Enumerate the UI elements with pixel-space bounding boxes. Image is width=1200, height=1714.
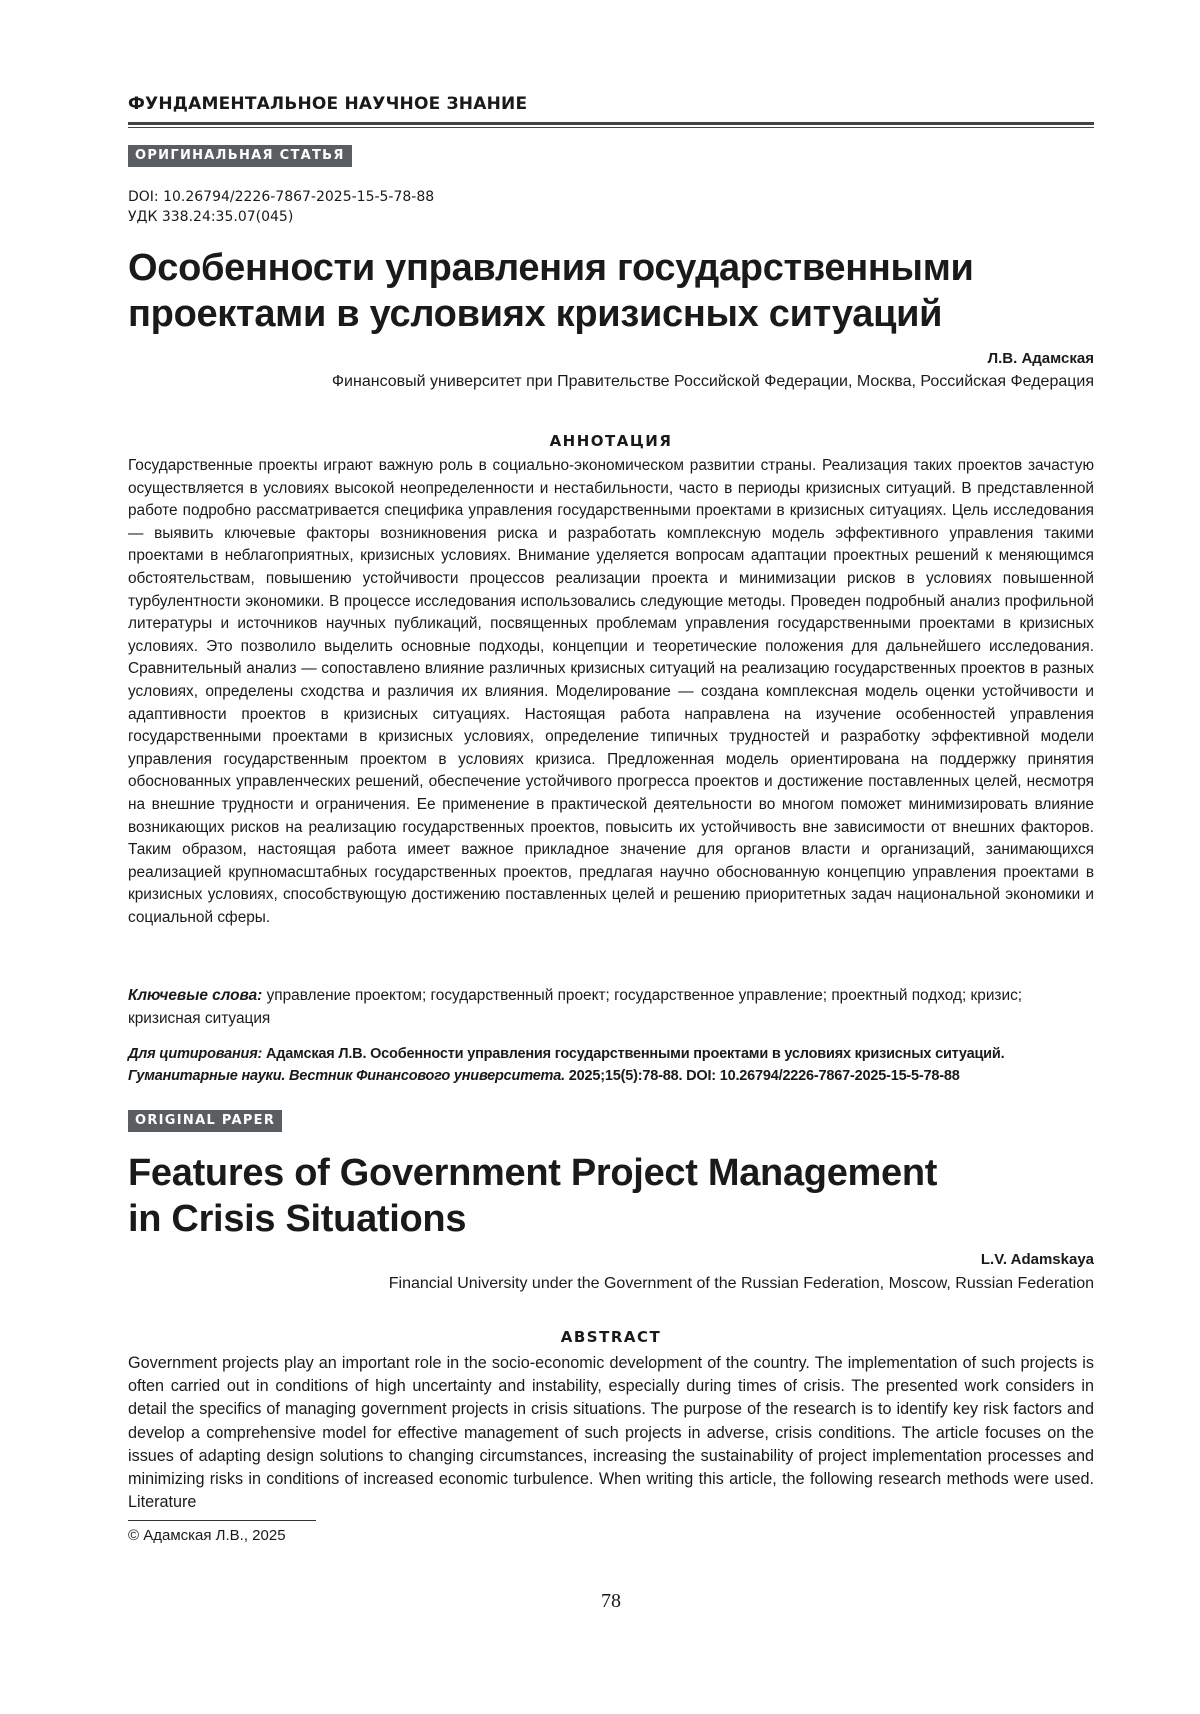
header-rule-thin: [128, 127, 1094, 128]
article-title-en: Features of Government Project Management in Crisis Situations: [128, 1150, 937, 1242]
footnote-rule: [128, 1520, 316, 1521]
author-en: L.V. Adamskaya: [981, 1251, 1094, 1268]
journal-section-header: ФУНДАМЕНТАЛЬНОЕ НАУЧНОЕ ЗНАНИЕ: [128, 94, 527, 114]
article-identifiers: [128, 187, 434, 227]
header-rule: [128, 122, 1094, 125]
citation-tail: 2025;15(5):78-88. DOI: 10.26794/2226-7867-2025-15-5-78-88: [569, 1068, 960, 1084]
citation: [128, 1043, 1094, 1087]
article-title-ru: Особенности управления государственными проектами в условиях кризисных ситуаций: [128, 245, 974, 337]
abstract-heading-ru: АННОТАЦИЯ: [128, 432, 1094, 450]
page-number: 78: [128, 1590, 1094, 1613]
doi: DOI: 10.26794/2226-7867-2025-15-5-78-88: [128, 187, 434, 207]
citation-journal: Гуманитарные науки. Вестник Финансового университета.: [128, 1068, 565, 1084]
abstract-text-en: Government projects play an important role in the socio-economic development of the country. The implementation of such projects is often carried out in conditions of high uncertainty and instability, especially during times of crisis. The presented work considers in detail the specifics of managing government projects in crisis situations. The purpose of the research is to identify key risk factors and develop a comprehensive model for effective management of such projects in adverse, crisis conditions. The article focuses on the issues of adapting design solutions to changing circumstances, increasing the sustainability of project implementation processes and minimizing risks in conditions of increased economic turbulence. When writing this article, the following research methods were used. Literature: [128, 1352, 1094, 1514]
article-type-tag-ru: ОРИГИНАЛЬНАЯ СТАТЬЯ: [128, 145, 352, 167]
author-ru: Л.В. Адамская: [988, 350, 1094, 367]
citation-label: Для цитирования:: [128, 1046, 262, 1062]
copyright: © Адамская Л.В., 2025: [128, 1527, 286, 1544]
citation-text: Адамская Л.В. Особенности управления государственными проектами в условиях кризисных ситуаций.: [266, 1046, 1004, 1062]
affiliation-en: Financial University under the Government of the Russian Federation, Moscow, Russian Federation: [389, 1275, 1094, 1293]
abstract-heading-en: ABSTRACT: [128, 1328, 1094, 1346]
keywords-label: Ключевые слова:: [128, 987, 262, 1004]
affiliation-ru: Финансовый университет при Правительстве Российской Федерации, Москва, Российская Федерация: [332, 373, 1094, 391]
keywords-list: управление проектом; государственный проект; государственное управление; проектный подход; кризис; кризисная ситуация: [128, 987, 1022, 1027]
udk: УДК 338.24:35.07(045): [128, 207, 434, 227]
article-type-tag-en: ORIGINAL PAPER: [128, 1110, 282, 1132]
abstract-text-ru: Государственные проекты играют важную роль в социально-экономическом развитии страны. Реализация таких проектов зачастую осуществляется в условиях высокой неопределенности и нестабильности, часто в периоды кризисных ситуаций. В представленной работе подробно рассматривается специфика управления государственными проектами в кризисных ситуациях. Цель исследования — выявить ключевые факторы возникновения риска и разработать комплексную модель эффективного управления такими проектами в неблагоприятных, кризисных условиях. Внимание уделяется вопросам адаптации проектных решений к меняющимся обстоятельствам, повышению устойчивости процессов реализации проекта и минимизации рисков в условиях повышенной турбулентности экономики. В процессе исследования использовались следующие методы. Проведен подробный анализ профильной литературы и источников научных публикаций, посвященных проблемам управления государственными проектами в кризисных условиях. Это позволило выделить основные подходы, концепции и теоретические положения для дальнейшего исследования. Сравнительный анализ — сопоставлено влияние различных кризисных ситуаций на реализацию государственных проектов в разных условиях, определены сходства и различия их влияния. Моделирование — создана комплексная модель оценки устойчивости и адаптивности проектов в кризисных ситуациях. Настоящая работа направлена на изучение особенностей управления государственными проектами в кризисных условиях, определение типичных трудностей и разработку эффективной модели управления государственным проектом в условиях кризиса. Предложенная модель ориентирована на поддержку принятия обоснованных управленческих решений, обеспечение устойчивого прогресса проектов и достижение поставленных целей, несмотря на внешние трудности и ограничения. Ее применение в практической деятельности во многом поможет минимизировать влияние возникающих рисков на реализацию государственных проектов, повысить их устойчивость вне зависимости от внешних факторов. Таким образом, настоящая работа имеет важное прикладное значение для органов власти и организаций, занимающихся реализацией крупномасштабных государственных проектов, предлагая научно обоснованную концепцию управления проектами в кризисных условиях, способствующую достижению поставленных целей и решению приоритетных задач национальной экономики и социальной сферы.: [128, 455, 1094, 929]
keywords: [128, 985, 1094, 1030]
